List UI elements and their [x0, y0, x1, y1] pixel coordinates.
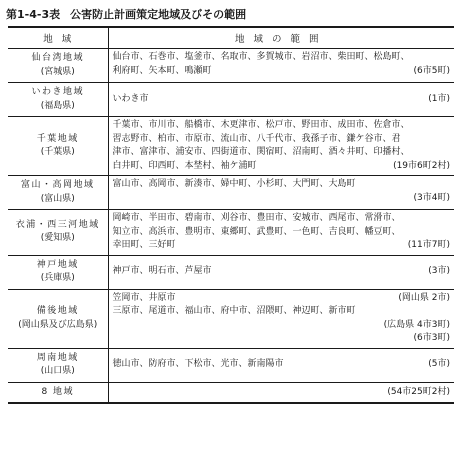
table-caption: 公害防止計画策定地域及びその範囲 — [70, 8, 247, 21]
region-cell — [8, 176, 108, 210]
pollution-plan-table — [8, 26, 454, 404]
region-total: (6市3町) — [413, 333, 450, 343]
region-prefecture: (岡山県及び広島県) — [18, 319, 98, 330]
table-row — [8, 49, 454, 83]
region-cell — [8, 83, 108, 117]
table-row — [8, 83, 454, 117]
table-number: 第1-4-3表 — [6, 8, 61, 21]
table-row-total — [8, 382, 454, 403]
municipality-line: 習志野市、柏市、市原市、流山市、八千代市、我孫子市、鎌ケ谷市、君 — [112, 133, 401, 144]
region-prefecture: (愛知県) — [40, 233, 75, 244]
grand-total: (54市25町2村) — [387, 386, 450, 397]
table-row — [8, 255, 454, 289]
region-cell — [8, 382, 108, 403]
region-name: 8 地域 — [41, 386, 75, 397]
scope-cell — [108, 255, 454, 289]
region-cell — [8, 49, 108, 83]
region-cell — [8, 348, 108, 382]
scope-cell — [108, 289, 454, 348]
region-cell — [8, 210, 108, 256]
region-total: (1市) — [428, 93, 450, 104]
municipality-line: 笠岡市、井原市 — [112, 292, 176, 303]
region-total: (11市7町) — [407, 240, 450, 250]
region-total: (19市6町2村) — [393, 160, 450, 171]
region-prefecture: (富山県) — [40, 193, 75, 204]
region-prefecture: (山口県) — [40, 366, 75, 376]
region-cell — [8, 289, 108, 348]
table-title — [6, 6, 246, 22]
region-total: (3市) — [428, 266, 450, 277]
region-name: いわき地域 — [31, 87, 84, 97]
region-subtotal: (岡山県 2市) — [398, 292, 450, 303]
header-scope: 地域の範囲 — [108, 27, 454, 49]
region-name: 神戸地域 — [36, 259, 79, 270]
municipality-line: 徳山市、防府市、下松市、光市、新南陽市 — [112, 359, 284, 370]
region-prefecture: (宮城県) — [40, 66, 75, 77]
table-row — [8, 210, 454, 256]
scope-cell — [108, 117, 454, 176]
municipality-line: 知立市、高浜市、豊明市、東郷町、武豊町、一色町、吉良町、幡豆町、 — [112, 226, 401, 237]
region-name: 富山・高岡地域 — [20, 180, 95, 190]
region-prefecture: (千葉県) — [40, 147, 75, 157]
region-name: 衣浦・西三河地域 — [15, 219, 100, 230]
table-row — [8, 348, 454, 382]
municipality-line: 津市、富津市、浦安市、四街道市、関宿町、沼南町、酒々井町、印播村、 — [112, 147, 410, 157]
region-prefecture: (福島県) — [40, 100, 75, 111]
municipality-line: 神戸市、明石市、芦屋市 — [112, 266, 212, 277]
header-region: 地域 — [8, 27, 108, 49]
municipality-line: 千葉市、市川市、船橋市、木更津市、松戸市、野田市、成田市、佐倉市、 — [112, 120, 410, 130]
scope-cell — [108, 176, 454, 210]
municipality-line: 三原市、尾道市、福山市、府中市、沼隈町、神辺町、新市町 — [112, 306, 356, 316]
region-cell — [8, 117, 108, 176]
region-prefecture: (兵庫県) — [40, 273, 75, 283]
scope-cell — [108, 210, 454, 256]
table-row — [8, 117, 454, 176]
region-name: 周南地域 — [36, 352, 79, 363]
municipality-line: いわき市 — [112, 93, 149, 104]
region-name: 仙台湾地域 — [31, 53, 84, 63]
municipality-line: 幸田町、三好町 — [112, 240, 176, 250]
municipality-line: 富山市、高岡市、新湊市、婦中町、小杉町、大門町、大島町 — [112, 179, 356, 189]
table-row — [8, 176, 454, 210]
region-cell — [8, 255, 108, 289]
region-total: (5市) — [428, 359, 450, 370]
region-subtotal: (広島県 4市3町) — [383, 319, 450, 330]
table-row — [8, 289, 454, 348]
municipality-line: 岡崎市、半田市、碧南市、刈谷市、豊田市、安城市、西尾市、常滑市、 — [112, 213, 401, 223]
scope-cell — [108, 348, 454, 382]
region-total: (6市5町) — [413, 65, 450, 76]
header-row — [8, 27, 454, 49]
region-name: 備後地域 — [36, 306, 79, 316]
municipality-line: 仙台市、石巻市、塩釜市、名取市、多賀城市、岩沼市、柴田町、松島町、 — [112, 52, 410, 62]
scope-cell — [108, 382, 454, 403]
region-total: (3市4町) — [413, 192, 450, 203]
region-name: 千葉地域 — [36, 133, 79, 144]
scope-cell — [108, 83, 454, 117]
municipality-line: 白井町、印西町、本埜村、袖ケ浦町 — [112, 160, 257, 171]
scope-cell — [108, 49, 454, 83]
municipality-line: 利府町、矢本町、鳴瀬町 — [112, 65, 212, 76]
